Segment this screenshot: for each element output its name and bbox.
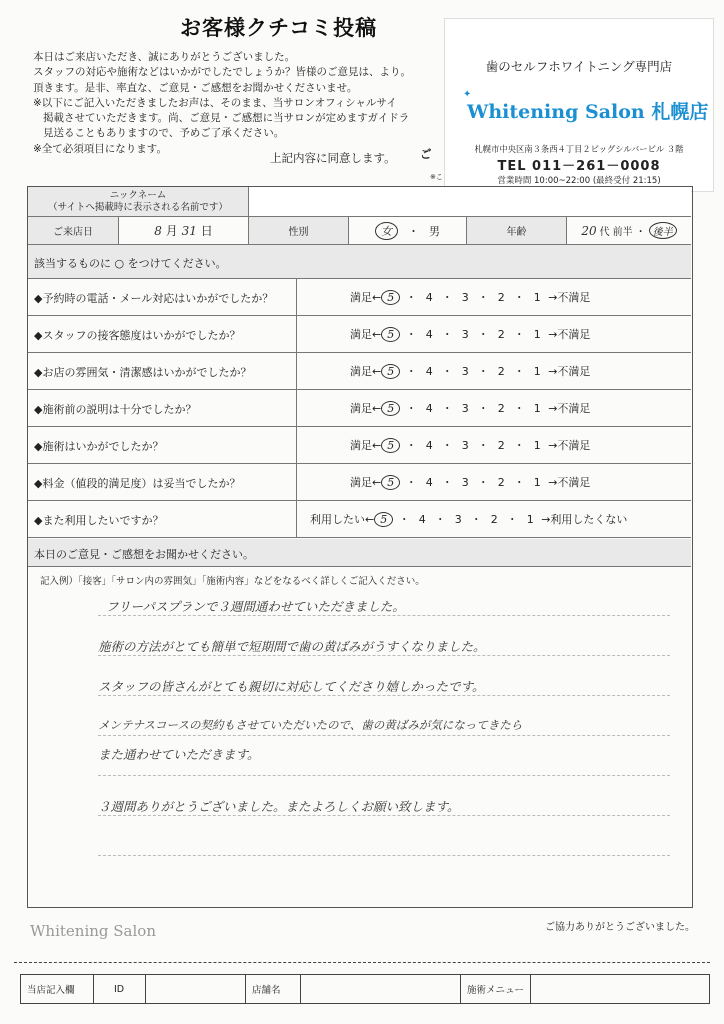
rating-option-2[interactable]: 2 [497,402,505,415]
intro-line: ※全て必須項目になります。 [33,142,167,155]
thanks-text: ご協力ありがとうございました。 [545,922,695,933]
rating-option-3[interactable]: 3 [461,476,469,489]
circle-instruction: 該当するものに ○ をつけてください。 [34,257,227,270]
scale-separator: ・ [506,513,518,526]
intro-line: 本日はご来店いただき、誠にありがとうございました。 [33,51,296,63]
scale-left-label: 満足← [350,402,382,415]
scale-left-label: 満足← [350,291,382,304]
footer-brand: Whitening Salon [30,922,156,940]
scale-separator: ・ [405,328,417,341]
rating-option-5[interactable]: 5 [381,327,400,342]
scale-right-label: →不満足 [548,291,591,304]
gender-separator: ・ [408,224,419,238]
gender-field[interactable] [348,217,466,244]
scale-separator: ・ [405,439,417,452]
scale-separator: ・ [434,513,446,526]
scale-separator: ・ [477,328,489,341]
intro-line: 掲載させていただきます。尚、ご意見・ご感想に当サロンが定めますガイドラ [43,112,410,125]
question-label: ◆また利用したいですか？ [34,514,164,527]
age-label: 年齢 [466,217,566,244]
question-label: ◆スタッフの接客態度はいかがでしたか？ [34,329,241,342]
rating-option-2[interactable]: 2 [497,291,505,304]
ruled-line [98,695,670,696]
ruled-line [98,775,670,776]
question-label: ◆料金（値段的満足度）は妥当でしたか？ [34,477,241,490]
rating-option-4[interactable]: 4 [418,513,426,526]
day-unit: 日 [200,224,213,238]
scale-left-label: 満足← [350,476,382,489]
age-separator: ・ [635,227,646,238]
scale-left-label: 満足← [350,439,382,452]
id-label: ID [93,975,245,1003]
store-use-table [20,974,710,1004]
comment-area[interactable] [28,587,691,905]
menu-label: 施術メニュー [460,975,530,1003]
rating-option-3[interactable]: 3 [461,328,469,341]
comment-line: メンテナスコースの契約もさせていただいたので、歯の黄ばみが気になってきたら [98,718,523,732]
rating-option-3[interactable]: 3 [461,402,469,415]
row-divider [296,279,297,315]
age-late-option[interactable]: 後半 [649,222,677,239]
stamp-hours: 営業時間 10:00~22:00 (最終受付 21:15) [497,176,661,186]
nickname-row [28,187,691,217]
survey-form [27,186,693,908]
scale-separator: ・ [477,439,489,452]
id-field[interactable] [145,975,245,1003]
ruled-line [98,655,670,656]
nickname-label-cell [28,187,248,216]
age-unit: 代 [599,227,610,238]
rating-row [28,279,691,316]
rating-scale [310,511,627,527]
rating-option-3[interactable]: 3 [461,365,469,378]
scale-separator: ・ [477,365,489,378]
instruction-row [28,245,691,279]
rating-option-4[interactable]: 4 [425,365,433,378]
rating-option-1[interactable]: 1 [533,328,541,341]
rating-option-5[interactable]: 5 [381,438,400,453]
scale-separator: ・ [398,513,410,526]
scale-left-label: 満足← [350,365,382,378]
scale-right-label: →不満足 [548,328,591,341]
rating-option-2[interactable]: 2 [497,439,505,452]
scale-left-label: 利用したい← [310,513,375,526]
comment-header-row [28,539,691,567]
gender-female-option[interactable]: 女 [375,222,398,240]
rating-scale [350,400,590,416]
rating-option-5[interactable]: 5 [381,364,400,379]
visit-month: 8 [154,223,162,238]
scale-separator: ・ [513,476,525,489]
scale-separator: ・ [441,328,453,341]
rating-option-1[interactable]: 1 [533,476,541,489]
age-field[interactable] [566,217,691,244]
scale-separator: ・ [441,402,453,415]
rating-option-1[interactable]: 1 [526,513,534,526]
visit-row [28,217,691,245]
cut-line [14,962,710,963]
rating-scale [350,326,590,342]
intro-line: 見送ることもありますので、予めご了承ください。 [43,127,285,140]
age-value: 20 [581,223,597,238]
rating-option-4[interactable]: 4 [425,439,433,452]
rating-option-3[interactable]: 3 [461,439,469,452]
scale-separator: ・ [513,291,525,304]
scale-right-label: →不満足 [548,402,591,415]
store-name-label: 店舗名 [245,975,300,1003]
scale-separator: ・ [441,439,453,452]
tooth-logo-icon: ✦ [463,89,472,100]
rating-row [28,353,691,390]
comment-line: ３週間ありがとうございました。またよろしくお願い致します。 [98,799,460,814]
intro-line: ※以下にご記入いただきましたお声は、そのまま、当サロンオフィシャルサイ [33,96,397,109]
rating-option-1[interactable]: 1 [533,439,541,452]
store-field-label: 当店記入欄 [27,985,75,996]
scale-separator: ・ [477,402,489,415]
intro-line: 頂きます。是非、率直な、ご意見・ご感想をお聞かせくださいませ。 [33,81,358,94]
gender-label: 性別 [248,217,348,244]
rating-option-5[interactable]: 5 [381,290,400,305]
row-divider [296,501,297,537]
intro-line: スタッフの対応や施術などはいかがでしたでしょうか？皆様のご意見は、より。 [33,66,411,79]
rating-option-1[interactable]: 1 [533,291,541,304]
scale-separator: ・ [405,402,417,415]
intro-text [33,50,453,157]
rating-row [28,464,691,501]
stamp-address: 札幌市中央区南３条西４丁目２ビッグシルバービル ３階 [474,144,684,154]
scale-separator: ・ [477,291,489,304]
rating-option-3[interactable]: 3 [461,291,469,304]
ruled-line [98,735,670,736]
stamp-brand: Whitening Salon 札幌店 [467,101,709,123]
ruled-line [98,855,670,856]
ruled-line [98,815,670,816]
scale-separator: ・ [405,291,417,304]
question-label: ◆予約時の電話・メール対応はいかがでしたか？ [34,292,274,305]
question-label: ◆お店の雰囲気・清潔感はいかがでしたか？ [34,366,252,379]
comment-label: 本日のご意見・ご感想をお聞かせください。 [34,548,254,561]
rating-option-5[interactable]: 5 [381,401,400,416]
row-divider [296,464,297,500]
rating-row [28,316,691,353]
comment-line: 施術の方法がとても簡単で短期間で歯の黄ばみがうすくなりました。 [98,639,486,654]
page-title: お客様クチコミ投稿 [180,16,378,40]
stamp-tel: TEL 011－261－0008 [497,159,661,174]
scale-separator: ・ [513,328,525,341]
row-divider [296,427,297,463]
scale-separator: ・ [441,476,453,489]
stamp-tagline: 歯のセルフホワイトニング専門店 [485,59,673,74]
rating-option-4[interactable]: 4 [425,402,433,415]
age-early-option[interactable]: 前半 [612,227,633,238]
rating-option-1[interactable]: 1 [533,402,541,415]
month-unit: 月 [165,224,178,238]
scale-right-label: →不満足 [548,365,591,378]
rating-row [28,427,691,464]
agree-note: ※こ [430,173,443,181]
scale-separator: ・ [470,513,482,526]
agree-text: 上記内容に同意します。 [270,151,396,165]
menu-field[interactable] [530,975,709,1003]
rating-scale [350,474,590,490]
salon-stamp [444,18,714,192]
rating-option-4[interactable]: 4 [425,328,433,341]
scale-separator: ・ [405,476,417,489]
scale-separator: ・ [477,476,489,489]
scale-separator: ・ [513,365,525,378]
comment-line: スタッフの皆さんがとても親切に対応してくださり嬉しかったです。 [98,679,485,694]
scale-separator: ・ [513,439,525,452]
rating-option-2[interactable]: 2 [490,513,498,526]
rating-scale [350,289,590,305]
rating-row [28,501,691,538]
agree-checkbox-label[interactable]: ご [420,147,432,161]
visit-date-field[interactable] [118,217,248,244]
row-divider [296,390,297,426]
comment-line: フリーパスプランで３週間通わせていただきました。 [106,599,405,614]
rating-option-4[interactable]: 4 [425,291,433,304]
rating-option-5[interactable]: 5 [374,512,393,527]
row-divider [296,353,297,389]
visit-day: 31 [181,223,197,238]
row-divider [296,316,297,352]
scale-left-label: 満足← [350,328,382,341]
scale-right-label: →不満足 [548,439,591,452]
rating-option-5[interactable]: 5 [381,475,400,490]
scale-separator: ・ [513,402,525,415]
gender-male-option[interactable]: 男 [429,224,440,238]
rating-row [28,390,691,427]
visit-label: ご来店日 [28,217,118,244]
rating-option-2[interactable]: 2 [497,328,505,341]
rating-option-4[interactable]: 4 [425,476,433,489]
scale-separator: ・ [441,291,453,304]
question-label: ◆施術前の説明は十分でしたか？ [34,403,197,416]
nickname-label: ニックネーム [109,189,167,201]
rating-scale [350,363,590,379]
rating-option-2[interactable]: 2 [497,476,505,489]
comment-line: また通わせていただきます。 [98,747,260,762]
store-name-field[interactable] [300,975,460,1003]
scale-separator: ・ [441,365,453,378]
ruled-line [98,615,670,616]
nickname-sublabel: （サイトへ掲載時に表示される名前です） [48,201,228,213]
rating-scale [350,437,590,453]
scale-separator: ・ [405,365,417,378]
comment-example: 記入例）「接客」「サロン内の雰囲気」「施術内容」などをなるべく詳しくご記入ください。 [40,576,425,587]
question-label: ◆施術はいかがでしたか？ [34,440,164,453]
rating-option-2[interactable]: 2 [497,365,505,378]
scale-right-label: →不満足 [548,476,591,489]
nickname-field[interactable] [248,187,691,216]
rating-option-1[interactable]: 1 [533,365,541,378]
scale-right-label: →利用したくない [541,513,628,526]
rating-option-3[interactable]: 3 [454,513,462,526]
